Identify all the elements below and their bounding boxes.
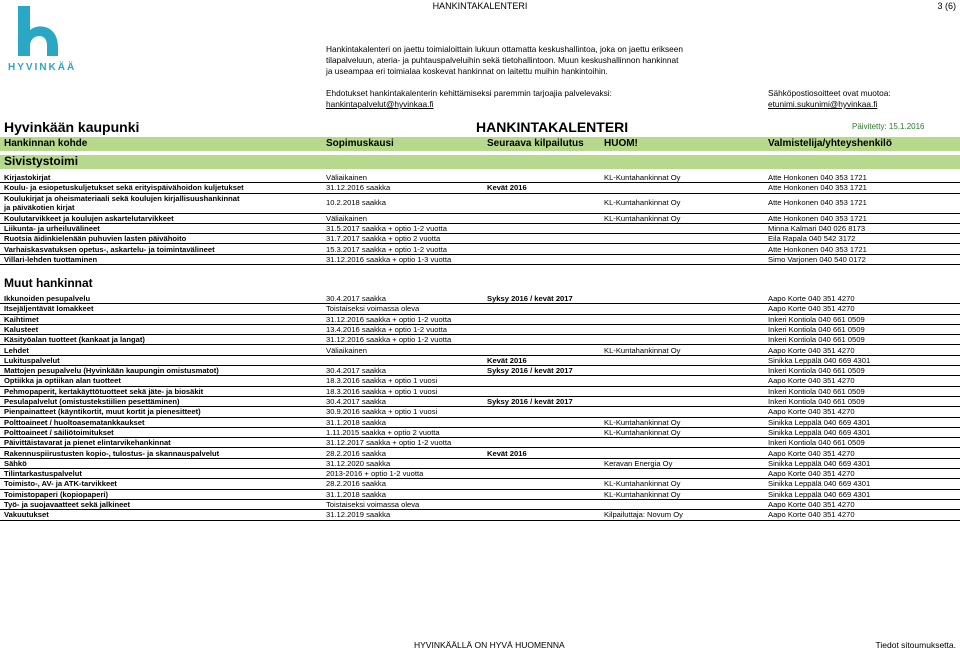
cell-huom: KL-Kuntahankinnat Oy: [604, 173, 681, 182]
table-row: [0, 509, 960, 520]
col-header-huom: HUOM!: [604, 138, 638, 149]
calendar-title: HANKINTAKALENTERI: [476, 119, 629, 135]
cell-kohde: Itsejäljentävät lomakkeet: [4, 304, 94, 314]
cell-huom: KL-Kuntahankinnat Oy: [604, 197, 681, 207]
col-header-valmistelija: Valmistelija/yhteyshenkilö: [768, 138, 892, 149]
cell-valm: Aapo Korte 040 351 4270: [768, 345, 855, 355]
cell-kausi: 31.12.2019 saakka: [326, 510, 391, 520]
cell-kohde: Koulu- ja esiopetuskuljetukset sekä erityispäivähoidon kuljetukset: [4, 183, 244, 193]
cell-valm: Atte Honkonen 040 353 1721: [768, 213, 867, 223]
table-row: [0, 254, 960, 265]
section-title: Sivistystoimi: [4, 154, 79, 168]
cell-kohde: Liikunta- ja urheiluvälineet: [4, 223, 100, 233]
cell-kausi: Toistaiseksi voimassa oleva: [326, 304, 420, 314]
cell-valm: Simo Varjonen 040 540 0172: [768, 254, 866, 264]
cell-valm: Atte Honkonen 040 353 1721: [768, 197, 867, 207]
cell-huom: KL-Kuntahankinnat Oy: [604, 427, 681, 437]
cell-kausi: 15.3.2017 saakka + optio 1-2 vuotta: [326, 244, 447, 254]
cell-huom: KL-Kuntahankinnat Oy: [604, 479, 681, 489]
cell-kohde: Polttoaineet / säiliötoimitukset: [4, 427, 114, 437]
cell-kohde: Sähkö: [4, 458, 27, 468]
cell-kausi: Toistaiseksi voimassa oleva: [326, 500, 420, 509]
cell-kausi: 10.2.2018 saakka: [326, 197, 386, 207]
cell-seuraava: Kevät 2016: [487, 355, 527, 365]
cell-kausi: Väliaikainen: [326, 173, 367, 182]
cell-kausi: 31.5.2017 saakka + optio 1-2 vuotta: [326, 223, 447, 233]
cell-kohde: Lukituspalvelut: [4, 355, 60, 365]
cell-valm: Inkeri Kontiola 040 661 0509: [768, 386, 865, 396]
cell-huom: KL-Kuntahankinnat Oy: [604, 489, 681, 499]
cell-kohde: Koulutarvikkeet ja koulujen askartelutarvikkeet: [4, 213, 174, 223]
cell-kohde: Pesulapalvelut (omistustekstiilien pesettäminen): [4, 397, 180, 406]
cell-kohde: Ruotsia äidinkielenään puhuvien lasten päivähoito: [4, 234, 187, 244]
footer-disclaimer: Tiedot sitoumuksetta.: [875, 640, 956, 650]
cell-valm: Inkeri Kontiola 040 661 0509: [768, 324, 865, 334]
hyvinkaa-logo: [8, 4, 84, 76]
cell-kausi: 13.4.2016 saakka + optio 1-2 vuotta: [326, 324, 447, 334]
cell-valm: Aapo Korte 040 351 4270: [768, 376, 855, 386]
cell-kohde: Kalusteet: [4, 324, 39, 334]
email-format-example[interactable]: etunimi.sukunimi@hyvinkaa.fi: [768, 99, 878, 109]
cell-valm: Inkeri Kontiola 040 661 0509: [768, 314, 865, 324]
cell-kausi: 31.12.2016 saakka: [326, 183, 391, 193]
cell-kausi: 30.4.2017 saakka: [326, 294, 386, 303]
cell-valm: Aapo Korte 040 351 4270: [768, 500, 855, 509]
email-format-text: Sähköpostiosoitteet ovat muotoa:: [768, 88, 891, 98]
cell-huom: KL-Kuntahankinnat Oy: [604, 213, 681, 223]
intro-text: [326, 44, 746, 77]
cell-kausi: 30.4.2017 saakka: [326, 397, 386, 406]
updated-date: Päivitetty: 15.1.2016: [852, 122, 925, 131]
suggestions-block: [326, 88, 746, 110]
cell-kohde: Koulukirjat ja oheismateriaali sekä koulujen kirjallisuushankinnat: [4, 193, 240, 203]
cell-kohde: Pehmopaperit, kertakäyttötuotteet sekä jäte- ja biosäkit: [4, 386, 204, 396]
cell-kohde: Tilintarkastuspalvelut: [4, 469, 82, 479]
section-sivistystoimi: [0, 155, 960, 169]
cell-kausi: 31.12.2020 saakka: [326, 458, 391, 468]
logo-wordmark: HYVINKÄÄ: [8, 62, 77, 73]
cell-seuraava: Syksy 2016 / kevät 2017: [487, 397, 573, 406]
organization-title: Hyvinkään kaupunki: [4, 119, 140, 135]
cell-kohde-line2: ja päiväkotien kirjat: [4, 202, 75, 212]
cell-valm: Sinikka Leppälä 040 669 4301: [768, 458, 871, 468]
column-header-bar: [0, 137, 960, 151]
cell-kausi: 31.12.2016 saakka + optio 1-2 vuotta: [326, 314, 452, 324]
cell-kohde: Työ- ja suojavaatteet sekä jalkineet: [4, 500, 131, 509]
cell-valm: Aapo Korte 040 351 4270: [768, 510, 855, 520]
cell-kausi: 31.1.2018 saakka: [326, 489, 386, 499]
cell-kohde: Optiikka ja optiikan alan tuotteet: [4, 376, 121, 386]
cell-valm: Aapo Korte 040 351 4270: [768, 448, 855, 458]
cell-kohde: Mattojen pesupalvelu (Hyvinkään kaupungin omistusmatot): [4, 366, 219, 376]
cell-seuraava: Kevät 2016: [487, 183, 527, 193]
cell-kohde: Päivittäistavarat ja pienet elintarvikehankinnat: [4, 438, 171, 448]
cell-kausi: 30.9.2016 saakka + optio 1 vuosi: [326, 407, 438, 417]
cell-kohde: Rakennuspiirustusten kopio-, tulostus- ja skannauspalvelut: [4, 448, 220, 458]
cell-kausi: Väliaikainen: [326, 345, 367, 355]
cell-valm: Sinikka Leppälä 040 669 4301: [768, 489, 871, 499]
cell-kausi: 31.12.2016 saakka + optio 1-3 vuotta: [326, 254, 452, 264]
cell-kausi: 31.7.2017 saakka + optio 2 vuotta: [326, 234, 441, 244]
cell-kohde: Käsityöalan tuotteet (kankaat ja langat): [4, 335, 145, 345]
intro-line-3: ja useampaa eri toimialaa koskevat hankinnat on laitettu muihin hankintoihin.: [326, 66, 608, 76]
col-header-kohde: Hankinnan kohde: [4, 138, 88, 149]
cell-kausi: 30.4.2017 saakka: [326, 366, 386, 376]
cell-kohde: Lehdet: [4, 345, 29, 355]
cell-valm: Aapo Korte 040 351 4270: [768, 407, 855, 417]
section-muut-hankinnat: [0, 277, 960, 291]
section-title: Muut hankinnat: [4, 276, 93, 290]
cell-kausi: 28.2.2016 saakka: [326, 479, 386, 489]
cell-kausi: 18.3.2016 saakka + optio 1 vuosi: [326, 376, 438, 386]
cell-valm: Aapo Korte 040 351 4270: [768, 304, 855, 314]
cell-kausi: Väliaikainen: [326, 213, 367, 223]
cell-valm: Atte Honkonen 040 353 1721: [768, 173, 867, 182]
page-header-title: HANKINTAKALENTERI: [432, 1, 528, 11]
cell-valm: Inkeri Kontiola 040 661 0509: [768, 335, 865, 345]
cell-kausi: 18.3.2016 saakka + optio 1 vuosi: [326, 386, 438, 396]
cell-kausi: 2013-2016 + optio 1-2 vuotta: [326, 469, 424, 479]
cell-valm: Minna Kalmari 040 026 8173: [768, 223, 866, 233]
cell-huom: Kilpailuttaja: Novum Oy: [604, 510, 683, 520]
cell-kohde: Villari-lehden tuottaminen: [4, 254, 98, 264]
cell-kohde: Varhaiskasvatuksen opetus-, askartelu- ja toimintavälineet: [4, 244, 215, 254]
cell-valm: Atte Honkonen 040 353 1721: [768, 183, 867, 193]
suggestions-email-link[interactable]: hankintapalvelut@hyvinkaa.fi: [326, 99, 434, 109]
cell-valm: Inkeri Kontiola 040 661 0509: [768, 397, 865, 406]
col-header-sopimuskausi: Sopimuskausi: [326, 138, 394, 149]
cell-kohde: Toimistopaperi (kopiopaperi): [4, 489, 109, 499]
cell-huom: Keravan Energia Oy: [604, 458, 673, 468]
cell-valm: Sinikka Leppälä 040 669 4301: [768, 355, 871, 365]
cell-kohde: Polttoaineet / huoltoasematankkaukset: [4, 417, 145, 427]
cell-kausi: 31.1.2018 saakka: [326, 417, 386, 427]
cell-valm: Eila Rapala 040 542 3172: [768, 234, 856, 244]
cell-seuraava: Syksy 2016 / kevät 2017: [487, 294, 573, 303]
cell-kohde: Toimisto-, AV- ja ATK-tarvikkeet: [4, 479, 117, 489]
cell-kohde: Kirjastokirjat: [4, 173, 51, 182]
cell-kohde: Ikkunoiden pesupalvelu: [4, 294, 91, 303]
cell-huom: KL-Kuntahankinnat Oy: [604, 345, 681, 355]
cell-valm: Sinikka Leppälä 040 669 4301: [768, 417, 871, 427]
suggestions-text: Ehdotukset hankintakalenterin kehittämiseksi paremmin tarjoajia palvelevaksi:: [326, 88, 612, 98]
footer-slogan: HYVINKÄÄLLÄ ON HYVÄ HUOMENNA: [414, 640, 565, 650]
col-header-seuraava: Seuraava kilpailutus: [487, 138, 584, 149]
cell-kausi: 31.12.2017 saakka + optio 1-2 vuotta: [326, 438, 452, 448]
cell-seuraava: Syksy 2016 / kevät 2017: [487, 366, 573, 376]
intro-line-2: tilapalveluun, ateria- ja puhtauspalveluihin sekä tietohallintoon. Muun keskushallinnon hankinnat: [326, 55, 679, 65]
cell-kohde: Kaihtimet: [4, 314, 39, 324]
cell-kohde: Vakuutukset: [4, 510, 49, 520]
cell-kausi: 31.12.2016 saakka + optio 1-2 vuotta: [326, 335, 452, 345]
cell-huom: KL-Kuntahankinnat Oy: [604, 417, 681, 427]
cell-valm: Inkeri Kontiola 040 661 0509: [768, 366, 865, 376]
intro-line-1: Hankintakalenteri on jaettu toimialoittain lukuun ottamatta keskushallintoa, joka on jaettu erikseen: [326, 44, 683, 54]
cell-kausi: 28.2.2016 saakka: [326, 448, 386, 458]
table-row: [0, 193, 960, 214]
cell-valm: Sinikka Leppälä 040 669 4301: [768, 427, 871, 437]
page-number: 3 (6): [937, 1, 956, 11]
cell-kohde: Pienpainatteet (käyntikortit, muut kortit ja pienesitteet): [4, 407, 201, 417]
cell-valm: Aapo Korte 040 351 4270: [768, 469, 855, 479]
cell-valm: Atte Honkonen 040 353 1721: [768, 244, 867, 254]
cell-valm: Inkeri Kontiola 040 661 0509: [768, 438, 865, 448]
cell-kausi: 1.11.2015 saakka + optio 2 vuotta: [326, 427, 440, 437]
cell-seuraava: Kevät 2016: [487, 448, 527, 458]
cell-valm: Sinikka Leppälä 040 669 4301: [768, 479, 871, 489]
cell-valm: Aapo Korte 040 351 4270: [768, 294, 855, 303]
email-format-block: [768, 88, 958, 110]
